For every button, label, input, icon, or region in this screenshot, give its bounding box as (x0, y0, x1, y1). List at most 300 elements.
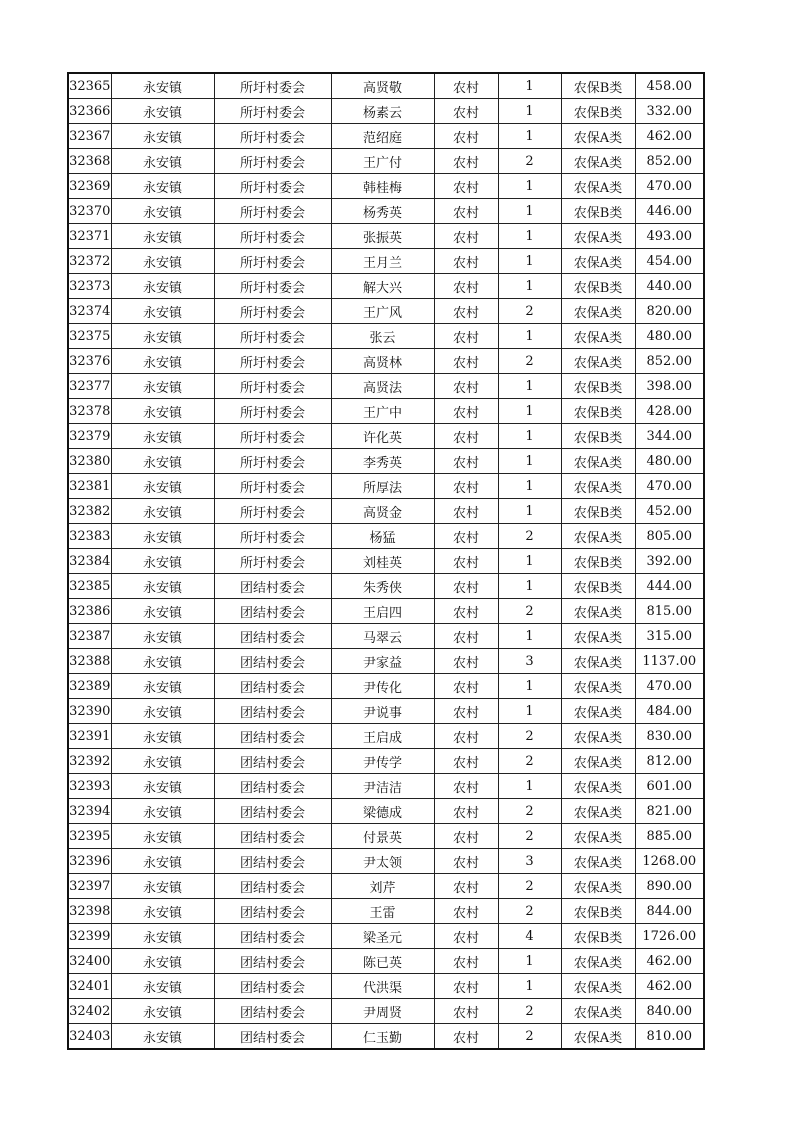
household-type-cell: 农村 (434, 749, 498, 774)
table-row (68, 749, 704, 774)
village-committee-cell: 团结村委会 (214, 574, 331, 599)
table-row (68, 774, 704, 799)
table-row (68, 324, 704, 349)
person-name-cell: 付景英 (331, 824, 434, 849)
person-name-cell: 王启四 (331, 599, 434, 624)
insurance-category-cell: 农保A类 (561, 449, 635, 474)
record-id-cell: 32393 (68, 774, 111, 799)
town-cell: 永安镇 (111, 799, 214, 824)
household-size-cell: 1 (498, 374, 561, 399)
record-id-cell: 32397 (68, 874, 111, 899)
insurance-category-cell: 农保A类 (561, 874, 635, 899)
town-cell: 永安镇 (111, 649, 214, 674)
insurance-category-cell: 农保B类 (561, 899, 635, 924)
table-row (68, 574, 704, 599)
household-size-cell: 2 (498, 724, 561, 749)
amount-cell: 470.00 (635, 674, 704, 699)
village-committee-cell: 团结村委会 (214, 849, 331, 874)
town-cell: 永安镇 (111, 999, 214, 1024)
table-body (68, 73, 704, 1049)
person-name-cell: 高贤金 (331, 499, 434, 524)
insurance-category-cell: 农保A类 (561, 999, 635, 1024)
village-committee-cell: 团结村委会 (214, 799, 331, 824)
record-id-cell: 32391 (68, 724, 111, 749)
village-committee-cell: 团结村委会 (214, 749, 331, 774)
person-name-cell: 王启成 (331, 724, 434, 749)
amount-cell: 815.00 (635, 599, 704, 624)
household-size-cell: 2 (498, 824, 561, 849)
amount-cell: 458.00 (635, 73, 704, 99)
insurance-category-cell: 农保A类 (561, 474, 635, 499)
village-committee-cell: 团结村委会 (214, 999, 331, 1024)
insurance-category-cell: 农保B类 (561, 73, 635, 99)
village-committee-cell: 团结村委会 (214, 1024, 331, 1050)
household-type-cell: 农村 (434, 924, 498, 949)
household-type-cell: 农村 (434, 274, 498, 299)
household-type-cell: 农村 (434, 999, 498, 1024)
table-row (68, 849, 704, 874)
person-name-cell: 尹传学 (331, 749, 434, 774)
record-id-cell: 32367 (68, 124, 111, 149)
household-size-cell: 1 (498, 174, 561, 199)
town-cell: 永安镇 (111, 824, 214, 849)
record-id-cell: 32376 (68, 349, 111, 374)
record-id-cell: 32395 (68, 824, 111, 849)
table-row (68, 224, 704, 249)
household-size-cell: 1 (498, 199, 561, 224)
town-cell: 永安镇 (111, 249, 214, 274)
record-id-cell: 32368 (68, 149, 111, 174)
village-committee-cell: 团结村委会 (214, 724, 331, 749)
person-name-cell: 王雷 (331, 899, 434, 924)
table-row (68, 99, 704, 124)
record-id-cell: 32370 (68, 199, 111, 224)
town-cell: 永安镇 (111, 899, 214, 924)
person-name-cell: 代洪渠 (331, 974, 434, 999)
town-cell: 永安镇 (111, 99, 214, 124)
household-size-cell: 1 (498, 699, 561, 724)
record-id-cell: 32398 (68, 899, 111, 924)
person-name-cell: 朱秀侠 (331, 574, 434, 599)
household-size-cell: 2 (498, 1024, 561, 1050)
record-id-cell: 32388 (68, 649, 111, 674)
amount-cell: 852.00 (635, 349, 704, 374)
table-row (68, 599, 704, 624)
insurance-category-cell: 农保A类 (561, 774, 635, 799)
record-id-cell: 32402 (68, 999, 111, 1024)
table-row (68, 674, 704, 699)
table-row (68, 999, 704, 1024)
village-committee-cell: 团结村委会 (214, 624, 331, 649)
insurance-category-cell: 农保A类 (561, 249, 635, 274)
person-name-cell: 尹太领 (331, 849, 434, 874)
person-name-cell: 所厚法 (331, 474, 434, 499)
town-cell: 永安镇 (111, 499, 214, 524)
person-name-cell: 杨秀英 (331, 199, 434, 224)
household-size-cell: 2 (498, 874, 561, 899)
amount-cell: 810.00 (635, 1024, 704, 1050)
town-cell: 永安镇 (111, 949, 214, 974)
records-table (67, 72, 705, 1050)
insurance-category-cell: 农保A类 (561, 599, 635, 624)
town-cell: 永安镇 (111, 374, 214, 399)
village-committee-cell: 所圩村委会 (214, 73, 331, 99)
household-type-cell: 农村 (434, 73, 498, 99)
town-cell: 永安镇 (111, 849, 214, 874)
insurance-category-cell: 农保A类 (561, 649, 635, 674)
household-size-cell: 1 (498, 499, 561, 524)
village-committee-cell: 所圩村委会 (214, 449, 331, 474)
town-cell: 永安镇 (111, 299, 214, 324)
town-cell: 永安镇 (111, 274, 214, 299)
amount-cell: 601.00 (635, 774, 704, 799)
town-cell: 永安镇 (111, 574, 214, 599)
amount-cell: 462.00 (635, 949, 704, 974)
insurance-category-cell: 农保B类 (561, 549, 635, 574)
household-size-cell: 1 (498, 324, 561, 349)
village-committee-cell: 所圩村委会 (214, 274, 331, 299)
household-size-cell: 2 (498, 299, 561, 324)
person-name-cell: 张振英 (331, 224, 434, 249)
table-row (68, 274, 704, 299)
household-type-cell: 农村 (434, 549, 498, 574)
table-row (68, 1024, 704, 1050)
record-id-cell: 32365 (68, 73, 111, 99)
person-name-cell: 杨素云 (331, 99, 434, 124)
person-name-cell: 刘芹 (331, 874, 434, 899)
household-size-cell: 2 (498, 524, 561, 549)
household-type-cell: 农村 (434, 974, 498, 999)
town-cell: 永安镇 (111, 699, 214, 724)
person-name-cell: 王广付 (331, 149, 434, 174)
person-name-cell: 梁德成 (331, 799, 434, 824)
household-size-cell: 2 (498, 599, 561, 624)
table-row (68, 349, 704, 374)
town-cell: 永安镇 (111, 974, 214, 999)
person-name-cell: 韩桂梅 (331, 174, 434, 199)
table-row (68, 374, 704, 399)
village-committee-cell: 所圩村委会 (214, 224, 331, 249)
town-cell: 永安镇 (111, 224, 214, 249)
table-row (68, 899, 704, 924)
amount-cell: 462.00 (635, 124, 704, 149)
town-cell: 永安镇 (111, 474, 214, 499)
town-cell: 永安镇 (111, 549, 214, 574)
table-row (68, 124, 704, 149)
record-id-cell: 32403 (68, 1024, 111, 1050)
town-cell: 永安镇 (111, 424, 214, 449)
amount-cell: 821.00 (635, 799, 704, 824)
household-size-cell: 1 (498, 249, 561, 274)
household-size-cell: 1 (498, 574, 561, 599)
household-type-cell: 农村 (434, 574, 498, 599)
amount-cell: 885.00 (635, 824, 704, 849)
town-cell: 永安镇 (111, 449, 214, 474)
village-committee-cell: 团结村委会 (214, 874, 331, 899)
household-type-cell: 农村 (434, 374, 498, 399)
person-name-cell: 许化英 (331, 424, 434, 449)
insurance-category-cell: 农保A类 (561, 1024, 635, 1050)
town-cell: 永安镇 (111, 674, 214, 699)
household-size-cell: 2 (498, 749, 561, 774)
household-size-cell: 2 (498, 999, 561, 1024)
table-row (68, 549, 704, 574)
amount-cell: 452.00 (635, 499, 704, 524)
table-row (68, 424, 704, 449)
table-row (68, 874, 704, 899)
amount-cell: 484.00 (635, 699, 704, 724)
record-id-cell: 32375 (68, 324, 111, 349)
amount-cell: 446.00 (635, 199, 704, 224)
household-type-cell: 农村 (434, 899, 498, 924)
village-committee-cell: 所圩村委会 (214, 524, 331, 549)
household-size-cell: 1 (498, 224, 561, 249)
record-id-cell: 32396 (68, 849, 111, 874)
record-id-cell: 32390 (68, 699, 111, 724)
village-committee-cell: 所圩村委会 (214, 549, 331, 574)
person-name-cell: 王广风 (331, 299, 434, 324)
record-id-cell: 32401 (68, 974, 111, 999)
amount-cell: 344.00 (635, 424, 704, 449)
record-id-cell: 32374 (68, 299, 111, 324)
record-id-cell: 32377 (68, 374, 111, 399)
table-row (68, 649, 704, 674)
insurance-category-cell: 农保A类 (561, 799, 635, 824)
person-name-cell: 范绍庭 (331, 124, 434, 149)
insurance-category-cell: 农保A类 (561, 974, 635, 999)
village-committee-cell: 团结村委会 (214, 899, 331, 924)
village-committee-cell: 团结村委会 (214, 974, 331, 999)
village-committee-cell: 所圩村委会 (214, 199, 331, 224)
insurance-category-cell: 农保A类 (561, 324, 635, 349)
insurance-category-cell: 农保B类 (561, 99, 635, 124)
town-cell: 永安镇 (111, 349, 214, 374)
household-type-cell: 农村 (434, 124, 498, 149)
table-row (68, 824, 704, 849)
village-committee-cell: 所圩村委会 (214, 324, 331, 349)
amount-cell: 470.00 (635, 174, 704, 199)
person-name-cell: 王广中 (331, 399, 434, 424)
town-cell: 永安镇 (111, 124, 214, 149)
person-name-cell: 高贤林 (331, 349, 434, 374)
insurance-category-cell: 农保A类 (561, 949, 635, 974)
record-id-cell: 32372 (68, 249, 111, 274)
village-committee-cell: 所圩村委会 (214, 149, 331, 174)
village-committee-cell: 团结村委会 (214, 924, 331, 949)
amount-cell: 1268.00 (635, 849, 704, 874)
household-size-cell: 1 (498, 449, 561, 474)
table-row (68, 399, 704, 424)
table-row (68, 724, 704, 749)
amount-cell: 844.00 (635, 899, 704, 924)
record-id-cell: 32392 (68, 749, 111, 774)
amount-cell: 812.00 (635, 749, 704, 774)
record-id-cell: 32386 (68, 599, 111, 624)
amount-cell: 470.00 (635, 474, 704, 499)
household-type-cell: 农村 (434, 624, 498, 649)
person-name-cell: 尹说事 (331, 699, 434, 724)
table-row (68, 499, 704, 524)
table-row (68, 299, 704, 324)
household-type-cell: 农村 (434, 424, 498, 449)
table-row (68, 974, 704, 999)
insurance-category-cell: 农保A类 (561, 524, 635, 549)
table-row (68, 449, 704, 474)
amount-cell: 820.00 (635, 299, 704, 324)
record-id-cell: 32381 (68, 474, 111, 499)
town-cell: 永安镇 (111, 73, 214, 99)
household-type-cell: 农村 (434, 774, 498, 799)
household-type-cell: 农村 (434, 724, 498, 749)
record-id-cell: 32383 (68, 524, 111, 549)
record-id-cell: 32378 (68, 399, 111, 424)
household-type-cell: 农村 (434, 499, 498, 524)
table-row (68, 699, 704, 724)
table-row (68, 474, 704, 499)
household-size-cell: 1 (498, 124, 561, 149)
town-cell: 永安镇 (111, 149, 214, 174)
household-size-cell: 1 (498, 949, 561, 974)
record-id-cell: 32389 (68, 674, 111, 699)
table-row (68, 199, 704, 224)
amount-cell: 454.00 (635, 249, 704, 274)
table-row (68, 524, 704, 549)
household-size-cell: 3 (498, 849, 561, 874)
insurance-category-cell: 农保A类 (561, 824, 635, 849)
household-size-cell: 1 (498, 99, 561, 124)
table-row (68, 949, 704, 974)
town-cell: 永安镇 (111, 599, 214, 624)
amount-cell: 315.00 (635, 624, 704, 649)
insurance-category-cell: 农保A类 (561, 749, 635, 774)
household-size-cell: 1 (498, 549, 561, 574)
household-type-cell: 农村 (434, 449, 498, 474)
village-committee-cell: 所圩村委会 (214, 99, 331, 124)
village-committee-cell: 团结村委会 (214, 824, 331, 849)
household-type-cell: 农村 (434, 474, 498, 499)
record-id-cell: 32369 (68, 174, 111, 199)
person-name-cell: 仁玉勤 (331, 1024, 434, 1050)
village-committee-cell: 所圩村委会 (214, 349, 331, 374)
insurance-category-cell: 农保A类 (561, 174, 635, 199)
amount-cell: 830.00 (635, 724, 704, 749)
household-size-cell: 1 (498, 399, 561, 424)
insurance-category-cell: 农保B类 (561, 399, 635, 424)
person-name-cell: 尹周贤 (331, 999, 434, 1024)
insurance-category-cell: 农保B类 (561, 574, 635, 599)
amount-cell: 805.00 (635, 524, 704, 549)
person-name-cell: 张云 (331, 324, 434, 349)
village-committee-cell: 团结村委会 (214, 774, 331, 799)
household-type-cell: 农村 (434, 599, 498, 624)
table-row (68, 149, 704, 174)
village-committee-cell: 所圩村委会 (214, 374, 331, 399)
household-type-cell: 农村 (434, 249, 498, 274)
household-type-cell: 农村 (434, 224, 498, 249)
household-type-cell: 农村 (434, 849, 498, 874)
amount-cell: 1137.00 (635, 649, 704, 674)
record-id-cell: 32371 (68, 224, 111, 249)
amount-cell: 428.00 (635, 399, 704, 424)
amount-cell: 440.00 (635, 274, 704, 299)
household-type-cell: 农村 (434, 699, 498, 724)
person-name-cell: 李秀英 (331, 449, 434, 474)
household-size-cell: 2 (498, 149, 561, 174)
household-size-cell: 4 (498, 924, 561, 949)
household-size-cell: 3 (498, 649, 561, 674)
amount-cell: 444.00 (635, 574, 704, 599)
amount-cell: 840.00 (635, 999, 704, 1024)
insurance-category-cell: 农保A类 (561, 724, 635, 749)
insurance-category-cell: 农保B类 (561, 199, 635, 224)
village-committee-cell: 所圩村委会 (214, 424, 331, 449)
household-size-cell: 2 (498, 799, 561, 824)
person-name-cell: 尹传化 (331, 674, 434, 699)
household-type-cell: 农村 (434, 649, 498, 674)
amount-cell: 332.00 (635, 99, 704, 124)
household-size-cell: 2 (498, 349, 561, 374)
record-id-cell: 32379 (68, 424, 111, 449)
table-row (68, 624, 704, 649)
household-size-cell: 1 (498, 974, 561, 999)
person-name-cell: 杨猛 (331, 524, 434, 549)
village-committee-cell: 所圩村委会 (214, 174, 331, 199)
table-row (68, 73, 704, 99)
insurance-category-cell: 农保A类 (561, 674, 635, 699)
household-type-cell: 农村 (434, 399, 498, 424)
amount-cell: 480.00 (635, 449, 704, 474)
household-type-cell: 农村 (434, 349, 498, 374)
household-size-cell: 1 (498, 674, 561, 699)
record-id-cell: 32400 (68, 949, 111, 974)
record-id-cell: 32399 (68, 924, 111, 949)
amount-cell: 480.00 (635, 324, 704, 349)
table-row (68, 924, 704, 949)
household-size-cell: 1 (498, 474, 561, 499)
person-name-cell: 尹洁洁 (331, 774, 434, 799)
person-name-cell: 陈已英 (331, 949, 434, 974)
person-name-cell: 尹家益 (331, 649, 434, 674)
village-committee-cell: 团结村委会 (214, 674, 331, 699)
record-id-cell: 32382 (68, 499, 111, 524)
amount-cell: 493.00 (635, 224, 704, 249)
household-type-cell: 农村 (434, 824, 498, 849)
household-type-cell: 农村 (434, 799, 498, 824)
town-cell: 永安镇 (111, 399, 214, 424)
amount-cell: 398.00 (635, 374, 704, 399)
town-cell: 永安镇 (111, 624, 214, 649)
household-type-cell: 农村 (434, 674, 498, 699)
village-committee-cell: 团结村委会 (214, 649, 331, 674)
town-cell: 永安镇 (111, 874, 214, 899)
record-id-cell: 32394 (68, 799, 111, 824)
household-size-cell: 1 (498, 624, 561, 649)
household-type-cell: 农村 (434, 174, 498, 199)
table-row (68, 799, 704, 824)
record-id-cell: 32380 (68, 449, 111, 474)
village-committee-cell: 所圩村委会 (214, 499, 331, 524)
household-size-cell: 1 (498, 774, 561, 799)
table-row (68, 249, 704, 274)
person-name-cell: 高贤法 (331, 374, 434, 399)
household-size-cell: 1 (498, 274, 561, 299)
insurance-category-cell: 农保A类 (561, 849, 635, 874)
amount-cell: 852.00 (635, 149, 704, 174)
record-id-cell: 32373 (68, 274, 111, 299)
insurance-category-cell: 农保B类 (561, 274, 635, 299)
household-type-cell: 农村 (434, 324, 498, 349)
town-cell: 永安镇 (111, 774, 214, 799)
